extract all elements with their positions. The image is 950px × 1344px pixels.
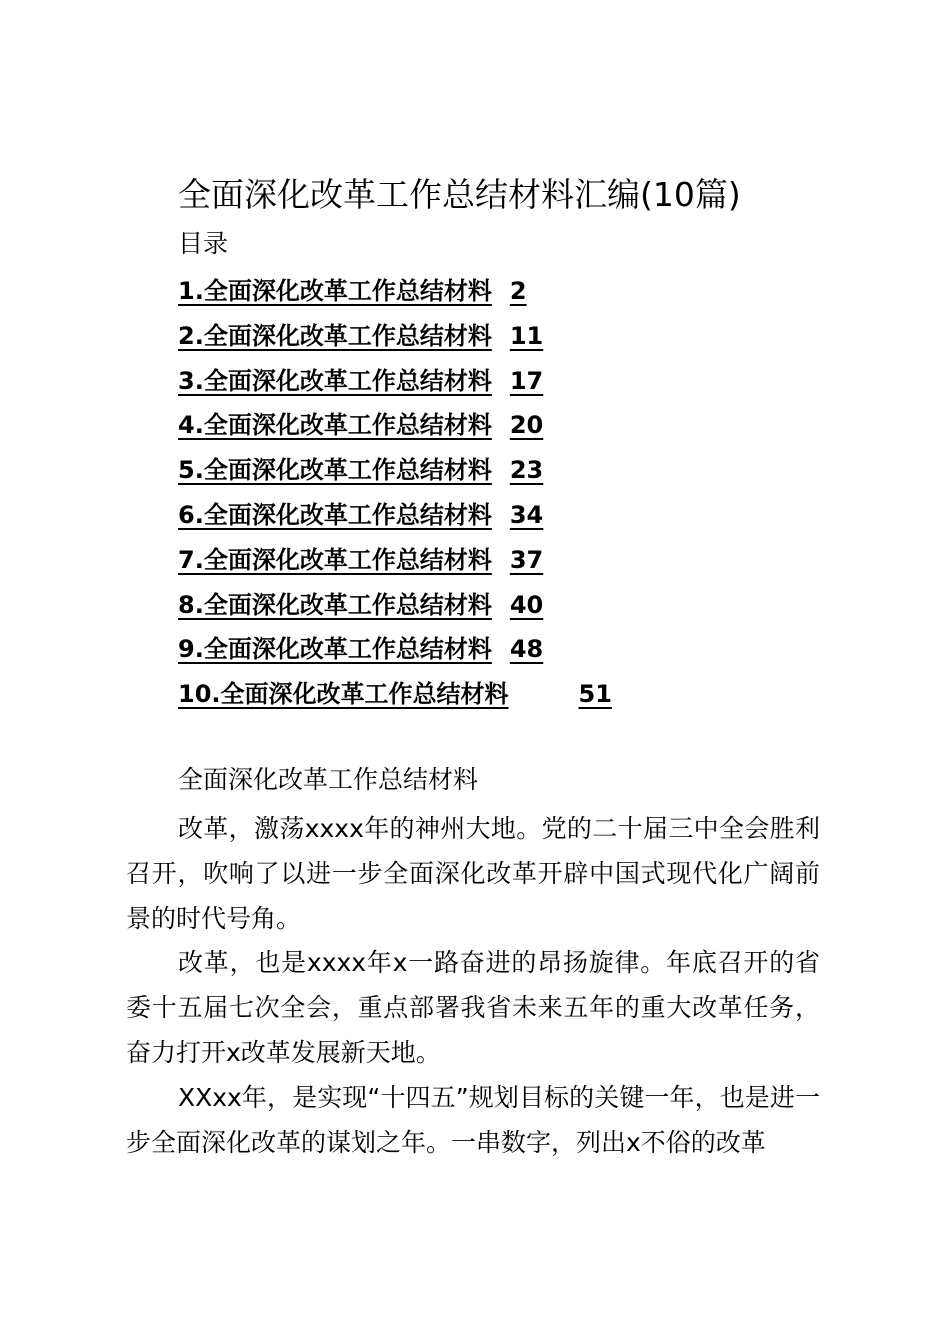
toc-link-9[interactable] [178,635,543,663]
toc-entry-4 [178,406,612,451]
toc-entry-label: 10.全面深化改革工作总结材料 [178,680,509,709]
toc-entry-label: 9.全面深化改革工作总结材料 [178,635,492,664]
toc-entry-label: 1.全面深化改革工作总结材料 [178,277,492,305]
toc-link-5[interactable] [178,456,543,484]
toc-entry-8 [178,586,612,631]
toc-entry-label: 5.全面深化改革工作总结材料 [178,456,492,485]
toc-link-8[interactable] [178,591,543,619]
section-heading: 全面深化改革工作总结材料 [178,765,479,794]
toc-entry-page: 34 [509,500,544,529]
toc-entry-page: 37 [509,545,544,574]
toc-link-6[interactable] [178,501,543,529]
toc-link-1[interactable] [178,277,527,305]
document-title: 全面深化改革工作总结材料汇编(10篇) [178,175,741,214]
toc-link-10[interactable] [178,680,612,708]
table-of-contents [178,272,612,720]
toc-entry-7 [178,541,612,586]
toc-entry-9 [178,630,612,675]
toc-entry-10 [178,675,612,720]
toc-entry-label: 3.全面深化改革工作总结材料 [178,366,492,395]
toc-entry-label: 4.全面深化改革工作总结材料 [178,411,492,440]
toc-entry-1 [178,272,612,317]
toc-link-3[interactable] [178,367,543,395]
toc-entry-page: 51 [578,680,612,709]
paragraph: 改革，激荡xxxx年的神州大地。党的二十届三中全会胜利召开，吹响了以进一步全面深化改革开辟中国式现代化广阔前景的时代号角。 [126,814,820,933]
toc-entry-page: 40 [509,590,544,619]
toc-entry-5 [178,451,612,496]
toc-link-2[interactable] [178,322,543,350]
toc-entry-label: 7.全面深化改革工作总结材料 [178,545,492,574]
toc-entry-3 [178,362,612,407]
body-text [126,807,820,1165]
toc-heading: 目录 [178,229,229,258]
toc-entry-page: 23 [509,456,544,485]
toc-entry-page: 2 [509,277,527,305]
toc-entry-page: 17 [509,366,544,395]
toc-entry-page: 48 [509,635,544,664]
toc-entry-6 [178,496,612,541]
paragraph: XXxx年，是实现“十四五”规划目标的关键一年，也是进一步全面深化改革的谋划之年。一串数字，列出x不俗的改革 [126,1082,820,1157]
toc-link-4[interactable] [178,411,543,439]
toc-entry-2 [178,317,612,362]
paragraph: 改革，也是xxxx年x一路奋进的昂扬旋律。年底召开的省委十五届七次全会，重点部署我省未来五年的重大改革任务，奋力打开x改革发展新天地。 [126,948,820,1067]
toc-entry-page: 20 [509,411,544,440]
toc-entry-label: 8.全面深化改革工作总结材料 [178,590,492,619]
toc-link-7[interactable] [178,546,543,574]
toc-entry-label: 6.全面深化改革工作总结材料 [178,500,492,529]
toc-entry-label: 2.全面深化改革工作总结材料 [178,321,492,350]
toc-entry-page: 11 [509,321,544,350]
